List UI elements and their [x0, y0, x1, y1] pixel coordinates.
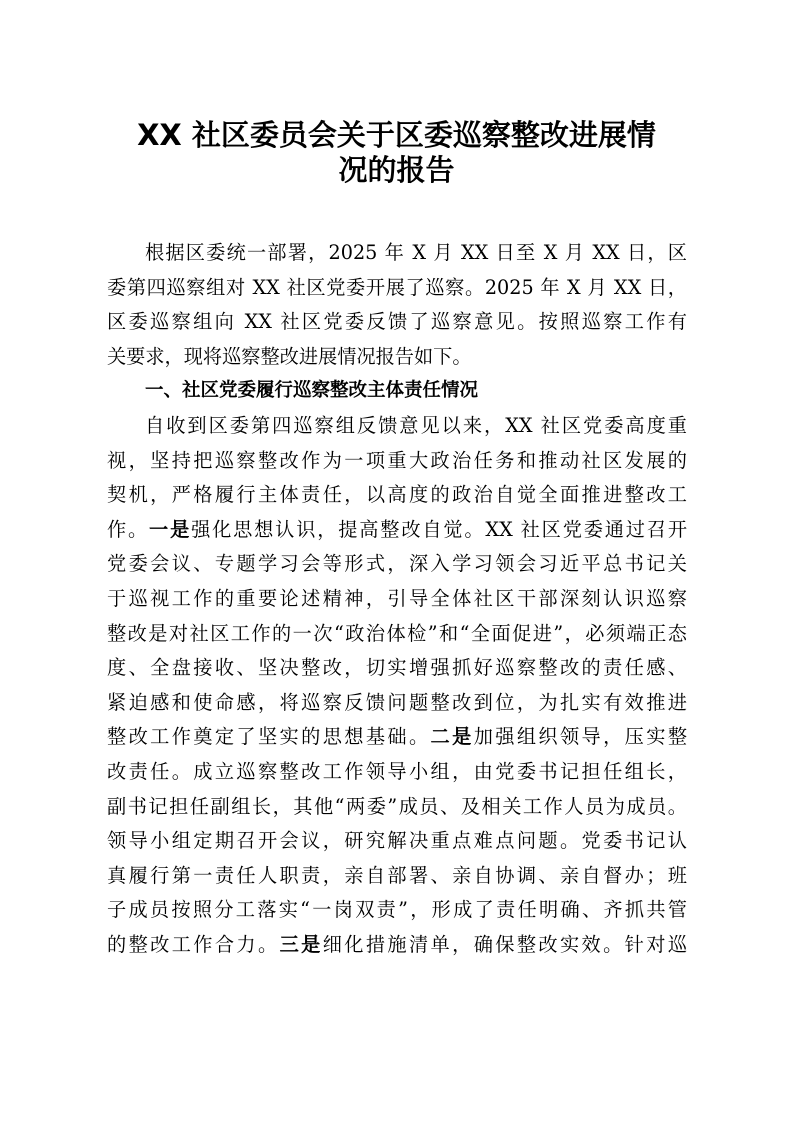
emphasis-marker: 二是 [430, 725, 474, 749]
body-text: 加强组织领导，压实整 [473, 725, 688, 749]
body-line: 于巡视工作的重要论述精神，引导全体社区干部深刻认识巡察 [107, 586, 687, 610]
intro-line: 关要求，现将巡察整改进展情况报告如下。 [107, 344, 472, 368]
body-text: 细化措施清单，确保整改实效。针对巡 [322, 932, 688, 956]
intro-line: 根据区委统一部署，2025 年 X 月 XX 日至 X 月 XX 日，区 [145, 241, 687, 264]
body-line: 党委会议、专题学习会等形式，深入学习领会习近平总书记关 [107, 552, 687, 576]
body-line [107, 720, 687, 755]
body-line: 副书记担任副组长，其他“两委”成员、及相关工作人员为成员。 [107, 794, 687, 818]
document-body [107, 236, 687, 962]
body-line: 领导小组定期召开会议，研究解决重点难点问题。党委书记认 [107, 829, 687, 853]
body-line: 视，坚持把巡察整改作为一项重大政治任务和推动社区发展的 [107, 448, 687, 472]
body-line [107, 513, 687, 548]
body-line: 契机，严格履行主体责任，以高度的政治自觉全面推进整改工 [107, 483, 687, 507]
intro-line: 区委巡察组向 XX 社区党委反馈了巡察意见。按照巡察工作有 [107, 310, 687, 334]
title-line: 况的报告 [338, 152, 455, 187]
body-text: 作。 [107, 517, 150, 541]
title-line: XX 社区委员会关于区委巡察整改进展情 [137, 118, 656, 152]
body-line: 自收到区委第四巡察组反馈意见以来，XX 社区党委高度重 [145, 413, 687, 437]
body-text: 的整改工作合力。 [107, 932, 280, 956]
document-title [100, 115, 693, 187]
body-line [107, 928, 687, 963]
intro-line: 委第四巡察组对 XX 社区党委开展了巡察。2025 年 X 月 XX 日， [107, 275, 687, 299]
section-heading: 一、社区党委履行巡察整改主体责任情况 [145, 380, 479, 402]
body-line: 真履行第一责任人职责，亲自部署、亲自协调、亲自督办；班 [107, 863, 687, 887]
body-line: 紧迫感和使命感，将巡察反馈问题整改到位，为扎实有效推进 [107, 690, 687, 714]
section-1-body [107, 409, 687, 963]
body-line: 改责任。成立巡察整改工作领导小组，由党委书记担任组长， [107, 759, 687, 783]
body-line: 整改是对社区工作的一次“政治体检”和“全面促进”，必须端正态 [107, 621, 687, 645]
emphasis-marker: 一是 [149, 517, 192, 541]
body-text: 整改工作奠定了坚实的思想基础。 [107, 725, 431, 749]
body-text: 强化思想认识，提高整改自觉。XX 社区党委通过召开 [191, 517, 688, 541]
emphasis-marker: 三是 [279, 932, 323, 956]
body-line: 度、全盘接收、坚决整改，切实增强抓好巡察整改的责任感、 [107, 656, 687, 680]
body-line: 子成员按照分工落实“一岗双责”，形成了责任明确、齐抓共管 [107, 898, 687, 922]
